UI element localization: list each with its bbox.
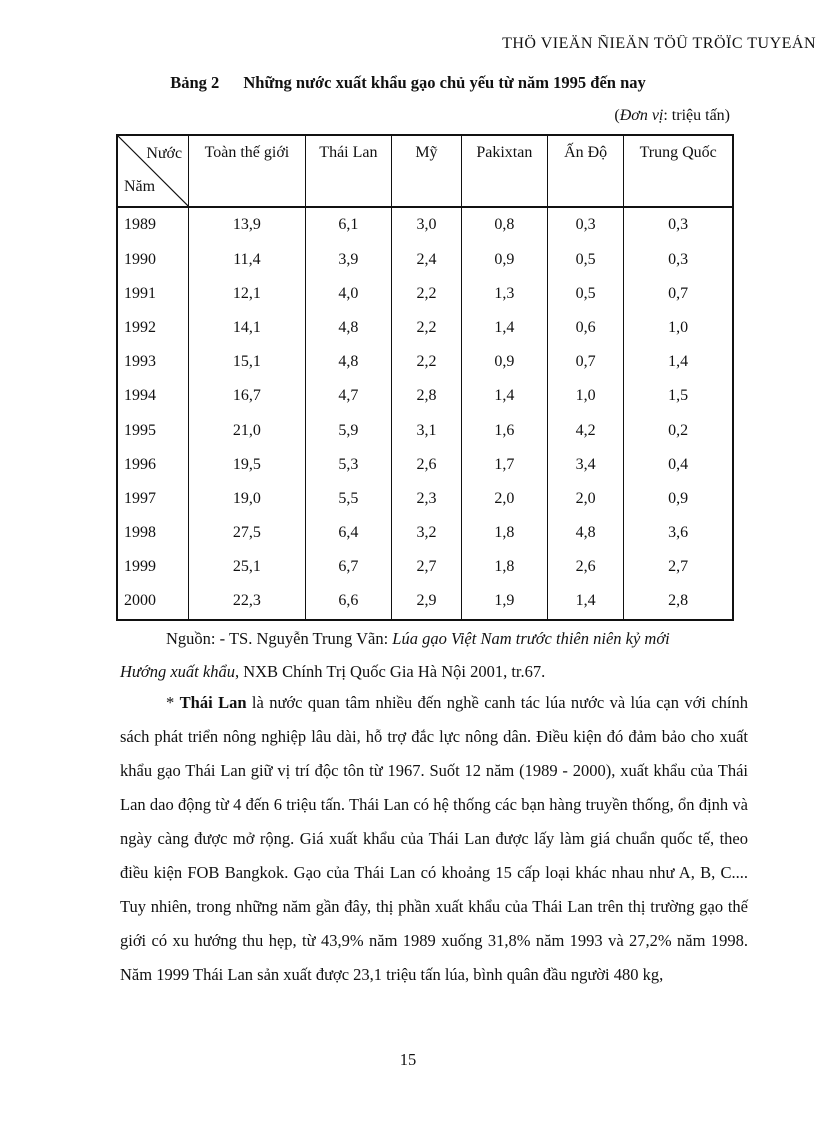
value-cell: 3,4 bbox=[547, 448, 623, 482]
value-cell: 1,0 bbox=[547, 379, 623, 413]
table-title: Những nước xuất khẩu gạo chủ yếu từ năm 1995 đến nay bbox=[243, 73, 646, 92]
value-cell: 0,9 bbox=[624, 482, 733, 516]
value-cell: 2,0 bbox=[547, 482, 623, 516]
table-row bbox=[117, 516, 733, 550]
year-cell: 1991 bbox=[117, 277, 189, 311]
value-cell: 1,5 bbox=[624, 379, 733, 413]
table-label: Bảng 2 bbox=[170, 73, 220, 92]
value-cell: 11,4 bbox=[189, 243, 306, 277]
table-row bbox=[117, 207, 733, 243]
unit-value: : triệu tấn) bbox=[663, 107, 730, 124]
source-prefix: Nguồn: - TS. Nguyễn Trung Vãn: bbox=[166, 629, 393, 648]
value-cell: 6,7 bbox=[305, 550, 391, 584]
value-cell: 1,9 bbox=[461, 584, 547, 620]
source-citation bbox=[120, 622, 748, 688]
table-body bbox=[117, 207, 733, 620]
paragraph-subject: Thái Lan bbox=[179, 693, 247, 712]
value-cell: 16,7 bbox=[189, 379, 306, 413]
table-caption bbox=[0, 73, 816, 93]
table-row bbox=[117, 345, 733, 379]
value-cell: 1,4 bbox=[547, 584, 623, 620]
table-row bbox=[117, 311, 733, 345]
table-row bbox=[117, 379, 733, 413]
unit-label: Đơn vị bbox=[619, 107, 664, 124]
table-row bbox=[117, 550, 733, 584]
bullet: * bbox=[166, 693, 180, 712]
value-cell: 3,6 bbox=[624, 516, 733, 550]
value-cell: 15,1 bbox=[189, 345, 306, 379]
source-subtitle: Hướng xuất khẩu bbox=[120, 662, 235, 681]
value-cell: 2,7 bbox=[392, 550, 462, 584]
table-row bbox=[117, 413, 733, 447]
table-row bbox=[117, 584, 733, 620]
page-number: 15 bbox=[399, 1050, 417, 1069]
value-cell: 0,5 bbox=[547, 243, 623, 277]
table-row bbox=[117, 482, 733, 516]
value-cell: 3,2 bbox=[392, 516, 462, 550]
unit-prefix: ( bbox=[614, 107, 620, 124]
value-cell: 0,9 bbox=[461, 243, 547, 277]
value-cell: 0,3 bbox=[624, 207, 733, 243]
year-cell: 1990 bbox=[117, 243, 189, 277]
value-cell: 1,3 bbox=[461, 277, 547, 311]
value-cell: 0,4 bbox=[624, 448, 733, 482]
column-header: Ấn Độ bbox=[547, 135, 623, 207]
rice-export-table bbox=[116, 134, 734, 621]
value-cell: 4,8 bbox=[547, 516, 623, 550]
value-cell: 6,6 bbox=[305, 584, 391, 620]
value-cell: 0,7 bbox=[547, 345, 623, 379]
value-cell: 2,0 bbox=[461, 482, 547, 516]
column-header: Mỹ bbox=[392, 135, 462, 207]
value-cell: 0,8 bbox=[461, 207, 547, 243]
value-cell: 27,5 bbox=[189, 516, 306, 550]
table-row bbox=[117, 277, 733, 311]
year-cell: 1998 bbox=[117, 516, 189, 550]
year-cell: 1992 bbox=[117, 311, 189, 345]
value-cell: 0,2 bbox=[624, 413, 733, 447]
year-cell: 1999 bbox=[117, 550, 189, 584]
value-cell: 1,0 bbox=[624, 311, 733, 345]
year-cell: 2000 bbox=[117, 584, 189, 620]
unit-note bbox=[614, 107, 730, 125]
table-row bbox=[117, 243, 733, 277]
value-cell: 1,6 bbox=[461, 413, 547, 447]
value-cell: 2,2 bbox=[392, 311, 462, 345]
value-cell: 2,2 bbox=[392, 277, 462, 311]
value-cell: 5,9 bbox=[305, 413, 391, 447]
year-cell: 1993 bbox=[117, 345, 189, 379]
value-cell: 1,8 bbox=[461, 550, 547, 584]
corner-cell bbox=[117, 135, 189, 207]
column-header: Thái Lan bbox=[305, 135, 391, 207]
value-cell: 19,5 bbox=[189, 448, 306, 482]
corner-year-label: Năm bbox=[124, 178, 156, 195]
value-cell: 2,8 bbox=[392, 379, 462, 413]
year-cell: 1989 bbox=[117, 207, 189, 243]
value-cell: 2,4 bbox=[392, 243, 462, 277]
value-cell: 0,9 bbox=[461, 345, 547, 379]
value-cell: 4,7 bbox=[305, 379, 391, 413]
value-cell: 22,3 bbox=[189, 584, 306, 620]
table-row bbox=[117, 448, 733, 482]
value-cell: 1,4 bbox=[461, 311, 547, 345]
value-cell: 5,5 bbox=[305, 482, 391, 516]
value-cell: 21,0 bbox=[189, 413, 306, 447]
source-publisher: , NXB Chính Trị Quốc Gia Hà Nội 2001, tr.67. bbox=[234, 662, 546, 681]
value-cell: 25,1 bbox=[189, 550, 306, 584]
source-line bbox=[120, 622, 748, 655]
library-watermark: THÖ VIEÄN ÑIEÄN TÖÛ TRÖÏC TUYEÁN bbox=[502, 35, 816, 52]
value-cell: 3,9 bbox=[305, 243, 391, 277]
value-cell: 2,6 bbox=[392, 448, 462, 482]
column-header: Pakixtan bbox=[461, 135, 547, 207]
value-cell: 4,8 bbox=[305, 345, 391, 379]
year-cell: 1995 bbox=[117, 413, 189, 447]
value-cell: 1,4 bbox=[624, 345, 733, 379]
year-cell: 1997 bbox=[117, 482, 189, 516]
value-cell: 13,9 bbox=[189, 207, 306, 243]
value-cell: 0,3 bbox=[547, 207, 623, 243]
value-cell: 0,5 bbox=[547, 277, 623, 311]
paragraph-text: là nước quan tâm nhiều đến nghề canh tác lúa nước và lúa cạn với chính sách phát triển nông nghiệp lâu dài, hỗ trợ đắc lực nông dân. Điều kiện đó đảm bảo cho xuất khẩu gạo Thái Lan giữ vị trí độc tôn từ 1967. Suốt 12 năm (1989 - 2000), xuất khẩu của Thái Lan dao động từ 4 đến 6 triệu tấn. Thái Lan có hệ thống các bạn hàng truyền thống, ổn định và ngày càng được mở rộng. Giá xuất khẩu của Thái Lan được lấy làm giá chuẩn quốc tế, theo điều kiện FOB Bangkok. Gạo của Thái Lan có khoảng 15 cấp loại khác nhau như A, B, C.... Tuy nhiên, trong những năm gần đây, thị phần xuất khẩu của Thái Lan trên thị trường gạo thế giới có xu hướng thu hẹp, từ 43,9% năm 1989 xuống 31,8% năm 1993 và 27,2% năm 1998. Năm 1999 Thái Lan sản xuất được 23,1 triệu tấn lúa, bình quân đầu người 480 kg, bbox=[120, 693, 749, 984]
value-cell: 2,8 bbox=[624, 584, 733, 620]
value-cell: 2,3 bbox=[392, 482, 462, 516]
value-cell: 14,1 bbox=[189, 311, 306, 345]
column-header: Trung Quốc bbox=[624, 135, 733, 207]
year-cell: 1996 bbox=[117, 448, 189, 482]
value-cell: 2,7 bbox=[624, 550, 733, 584]
column-header: Toàn thế giới bbox=[189, 135, 306, 207]
table-header-row bbox=[117, 135, 733, 207]
value-cell: 2,2 bbox=[392, 345, 462, 379]
value-cell: 0,6 bbox=[547, 311, 623, 345]
year-cell: 1994 bbox=[117, 379, 189, 413]
value-cell: 4,2 bbox=[547, 413, 623, 447]
source-title: Lúa gạo Việt Nam trước thiên niên kỷ mới bbox=[392, 629, 670, 648]
value-cell: 4,8 bbox=[305, 311, 391, 345]
value-cell: 0,7 bbox=[624, 277, 733, 311]
value-cell: 3,0 bbox=[392, 207, 462, 243]
value-cell: 2,6 bbox=[547, 550, 623, 584]
value-cell: 0,3 bbox=[624, 243, 733, 277]
value-cell: 6,4 bbox=[305, 516, 391, 550]
value-cell: 12,1 bbox=[189, 277, 306, 311]
value-cell: 1,8 bbox=[461, 516, 547, 550]
value-cell: 6,1 bbox=[305, 207, 391, 243]
value-cell: 3,1 bbox=[392, 413, 462, 447]
value-cell: 2,9 bbox=[392, 584, 462, 620]
value-cell: 5,3 bbox=[305, 448, 391, 482]
body-paragraph bbox=[120, 686, 748, 992]
value-cell: 1,4 bbox=[461, 379, 547, 413]
value-cell: 19,0 bbox=[189, 482, 306, 516]
value-cell: 1,7 bbox=[461, 448, 547, 482]
corner-country-label: Nước bbox=[146, 145, 183, 162]
value-cell: 4,0 bbox=[305, 277, 391, 311]
